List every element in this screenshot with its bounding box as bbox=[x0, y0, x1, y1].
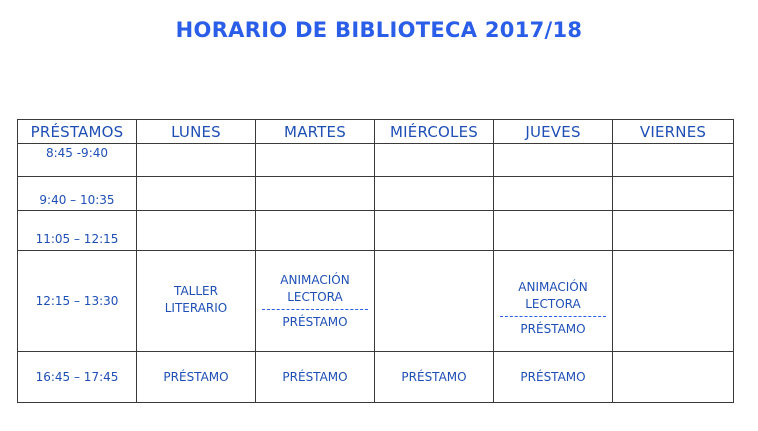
schedule-cell bbox=[137, 211, 256, 251]
header-miercoles: MIÉRCOLES bbox=[375, 120, 494, 144]
time-label: 16:45 – 17:45 bbox=[35, 369, 119, 384]
schedule-cell bbox=[137, 177, 256, 211]
dashed-separator bbox=[500, 316, 606, 317]
schedule-cell bbox=[256, 177, 375, 211]
schedule-cell-martes bbox=[256, 251, 375, 352]
table-row bbox=[18, 144, 734, 177]
header-lunes: LUNES bbox=[137, 120, 256, 144]
schedule-cell bbox=[375, 251, 494, 352]
schedule-cell bbox=[494, 177, 613, 211]
schedule-cell bbox=[613, 144, 734, 177]
schedule-cell-lunes bbox=[137, 251, 256, 352]
schedule-cell bbox=[375, 211, 494, 251]
header-martes: MARTES bbox=[256, 120, 375, 144]
time-cell bbox=[18, 144, 137, 177]
table-row bbox=[18, 251, 734, 352]
schedule-cell bbox=[494, 211, 613, 251]
header-row bbox=[18, 120, 734, 144]
activity-label: ANIMACIÓN bbox=[280, 272, 350, 287]
header-viernes: VIERNES bbox=[613, 120, 734, 144]
schedule-cell: PRÉSTAMO bbox=[137, 352, 256, 403]
activity-label: TALLER bbox=[174, 284, 218, 298]
dashed-separator bbox=[262, 309, 368, 310]
schedule-cell bbox=[613, 251, 734, 352]
schedule-cell bbox=[613, 352, 734, 403]
schedule-cell bbox=[375, 144, 494, 177]
schedule-cell bbox=[613, 177, 734, 211]
time-label: 8:45 -9:40 bbox=[45, 145, 109, 160]
library-schedule-table bbox=[17, 119, 734, 403]
table-row bbox=[18, 177, 734, 211]
schedule-cell: PRÉSTAMO bbox=[256, 352, 375, 403]
schedule-cell-jueves bbox=[494, 251, 613, 352]
schedule-cell bbox=[256, 144, 375, 177]
schedule-cell bbox=[137, 144, 256, 177]
activity-label: LITERARIO bbox=[164, 301, 228, 315]
header-jueves: JUEVES bbox=[494, 120, 613, 144]
schedule-cell bbox=[494, 144, 613, 177]
schedule-cell bbox=[613, 211, 734, 251]
activity-label: LECTORA bbox=[287, 289, 343, 304]
schedule-cell: PRÉSTAMO bbox=[494, 352, 613, 403]
activity-label: PRÉSTAMO bbox=[520, 321, 586, 336]
page-title: HORARIO DE BIBLIOTECA 2017/18 bbox=[175, 18, 583, 42]
activity-label: PRÉSTAMO bbox=[282, 314, 348, 329]
schedule-cell bbox=[256, 211, 375, 251]
header-prestamos: PRÉSTAMOS bbox=[18, 120, 137, 144]
time-cell bbox=[18, 352, 137, 403]
activity-label: LECTORA bbox=[525, 296, 581, 311]
schedule-cell: PRÉSTAMO bbox=[375, 352, 494, 403]
time-label: 11:05 – 12:15 bbox=[35, 232, 119, 246]
schedule-cell bbox=[375, 177, 494, 211]
table-row bbox=[18, 352, 734, 403]
time-label: 12:15 – 13:30 bbox=[35, 293, 119, 308]
activity-label: ANIMACIÓN bbox=[518, 279, 588, 294]
time-label: 9:40 – 10:35 bbox=[39, 193, 115, 207]
time-cell bbox=[18, 211, 137, 251]
time-cell bbox=[18, 251, 137, 352]
table-row bbox=[18, 211, 734, 251]
time-cell bbox=[18, 177, 137, 211]
